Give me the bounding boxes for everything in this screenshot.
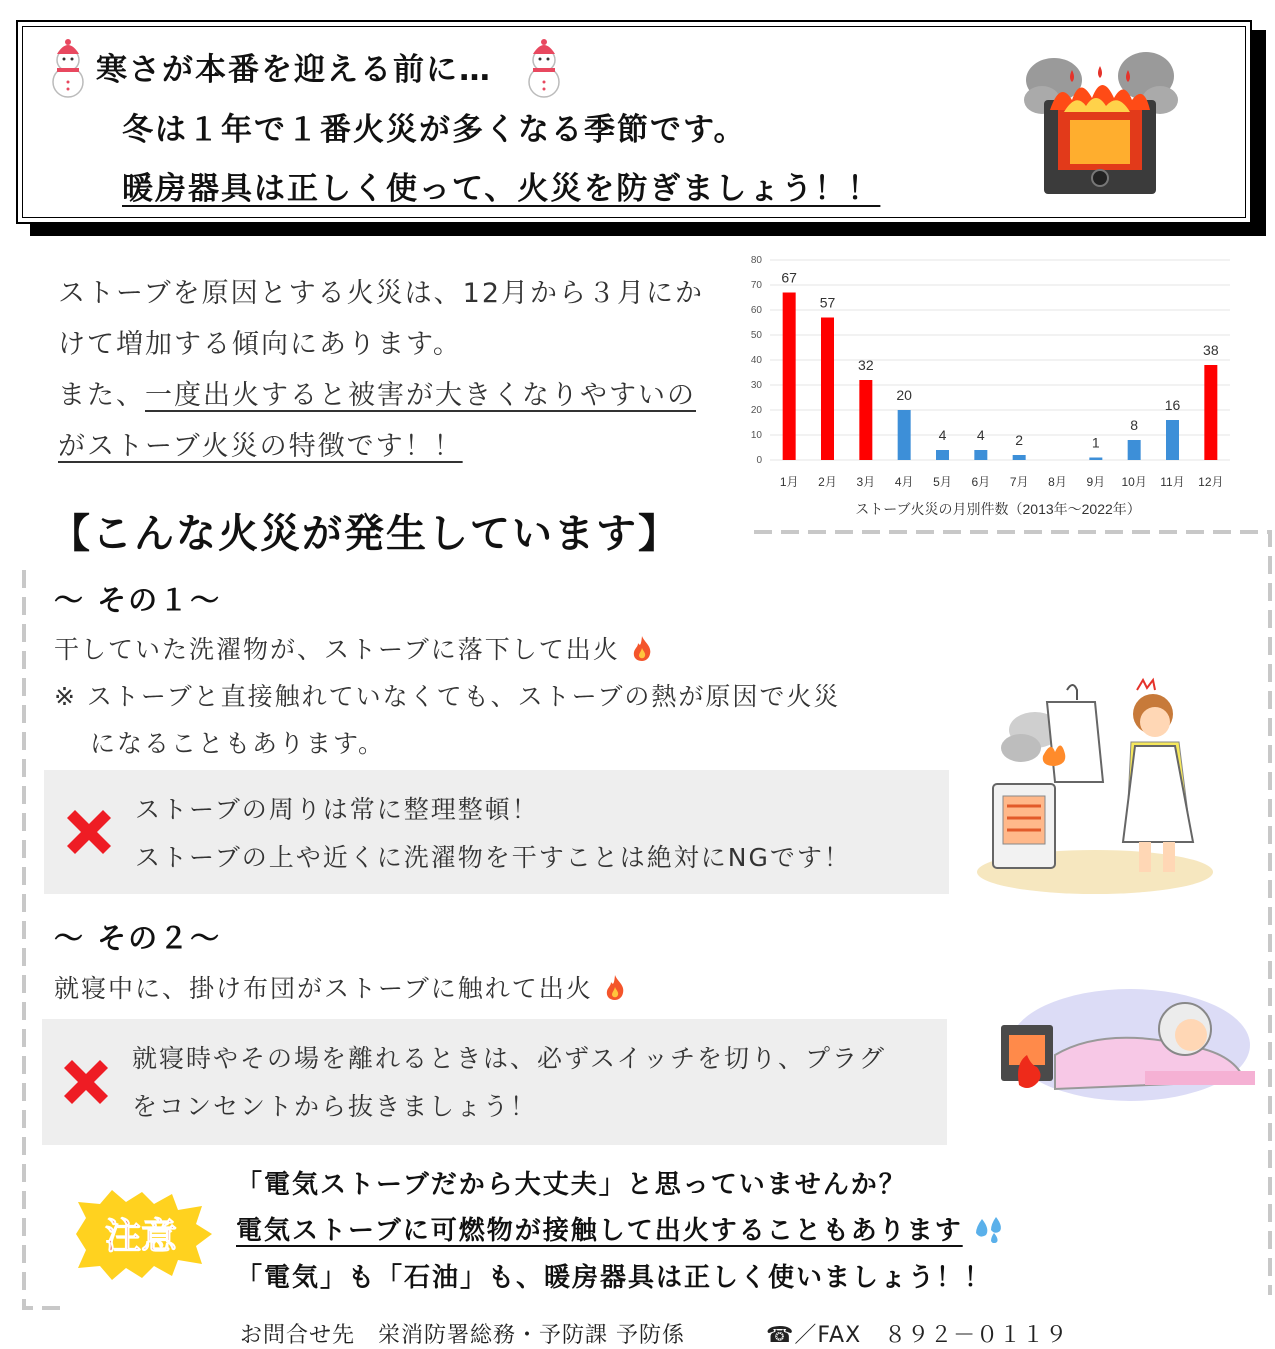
section-title: 【こんな火災が発生しています】 [50,511,680,557]
chart-data-label: 38 [1203,342,1219,358]
case2-text: 就寝中に、掛け布団がストーブに触れて出火 [54,974,593,1003]
case1-title: ～ その１～ [54,583,222,617]
fire-icon [630,634,654,662]
x-tick-label: 11月 [1160,475,1185,489]
chart-data-label: 20 [896,387,912,403]
caution-line-2: 電気ストーブに可燃物が接触して出火することもあります [236,1216,963,1246]
chart-data-label: 8 [1130,417,1139,433]
x-tick-label: 9月 [1086,475,1106,489]
y-tick-label: 60 [750,305,762,316]
x-tick-label: 2月 [818,475,837,489]
chart-x-ticks [780,475,1224,489]
sleeping-fire-illustration [995,985,1260,1115]
x-tick-label: 5月 [933,475,952,489]
y-tick-label: 70 [750,280,762,291]
sweat-drops-icon [974,1215,1006,1243]
prohibited-x-icon [58,1054,114,1110]
case2-text-row [54,965,627,1012]
header-line-1: 寒さが本番を迎える前に… [96,52,492,88]
x-tick-label: 8月 [1048,475,1067,489]
y-tick-label: 10 [750,430,762,441]
chart-data-label: 4 [976,427,985,443]
caution-badge [68,1188,214,1280]
y-tick-label: 30 [750,380,762,391]
intro-line-4: がストーブ火災の特徴です！！ [58,431,463,462]
x-tick-label: 3月 [856,475,876,489]
y-tick-label: 80 [750,255,762,266]
intro-line-1: ストーブを原因とする火災は、12月から３月にか [58,278,705,309]
case1-text: 干していた洗濯物が、ストーブに落下して出火 [54,635,620,664]
caution-badge-text: 注意 [104,1216,178,1257]
chart-grid [770,260,1230,460]
chart-bar [1128,440,1141,460]
chart-bar [1013,455,1026,460]
case1-warning-1: ストーブの周りは常に整理整頓！ [135,795,539,824]
chart-bar [859,380,872,460]
chart-bar [1204,365,1217,460]
chart-bar [821,318,834,461]
x-tick-label: 6月 [971,475,991,489]
snowman-icon [524,38,564,100]
case2-title: ～ その２～ [54,921,222,955]
case1-note-1: ※ ストーブと直接触れていなくても、ストーブの熱が原因で火災 [54,682,841,711]
chart-bar [783,293,796,461]
case2-warning-2: をコンセントから抜きましょう！ [132,1092,538,1121]
intro-line-3 [58,370,738,421]
chart-bar [898,410,911,460]
header-line-2: 冬は１年で１番火災が多くなる季節です。 [122,112,747,148]
case1-text-row [54,626,654,673]
caution-line-1: 「電気ストーブだから大丈夫」と思っていませんか？ [236,1170,907,1200]
x-tick-label: 12月 [1198,475,1224,489]
x-tick-label: 4月 [894,475,914,489]
chart-data-label: 4 [938,427,947,443]
fire-icon [603,973,627,1001]
x-tick-label: 7月 [1009,475,1029,489]
y-tick-label: 40 [750,355,762,366]
burning-stove-icon [1020,40,1180,200]
chart-bar [1166,420,1179,460]
snowman-icon [48,38,88,100]
chart-data-label: 32 [858,357,874,373]
prohibited-x-icon [61,804,117,860]
case2-warning-1: 就寝時やその場を離れるときは、必ずスイッチを切り、プラグ [132,1044,887,1073]
chart-data-label: 57 [819,294,836,311]
x-tick-label: 10月 [1121,475,1147,489]
x-tick-label: 1月 [779,475,799,489]
header-line-3: 暖房器具は正しく使って、火災を防ぎましょう！！ [122,171,881,207]
intro-line-2: けて増加する傾向にあります。 [58,329,462,360]
intro-line-3-underlined: 一度出火すると被害が大きくなりやすいの [145,380,696,411]
chart-y-ticks [751,255,763,466]
footer-phone: ☎／FAX ８９２－０１１９ [766,1323,1069,1348]
chart-data-label: 2 [1015,432,1024,448]
y-tick-label: 20 [750,405,762,416]
y-tick-label: 0 [756,455,762,466]
caution-line-3: 「電気」も「石油」も、暖房器具は正しく使いましょう！！ [236,1263,993,1293]
chart-bar [1089,458,1102,461]
footer-contact: お問合せ先 栄消防署総務・予防課 予防係 [240,1323,685,1348]
case1-warning-2: ストーブの上や近くに洗濯物を干すことは絶対にNGです！ [135,843,851,872]
chart-title: ストーブ火災の月別件数（2013年～2022年） [855,501,1141,517]
y-tick-label: 50 [750,330,762,341]
chart-bar [936,450,949,460]
monthly-fire-chart [740,248,1240,523]
chart-data-label: 16 [1164,397,1181,413]
chart-data-label: 1 [1091,434,1100,451]
chart-bar [974,450,987,460]
case1-note-2: になることもあります。 [90,729,386,758]
laundry-fire-illustration [975,672,1215,897]
chart-data-label: 67 [781,269,797,286]
caution-line-2-row [236,1210,1006,1247]
intro-line-3-plain: また、 [58,380,145,411]
